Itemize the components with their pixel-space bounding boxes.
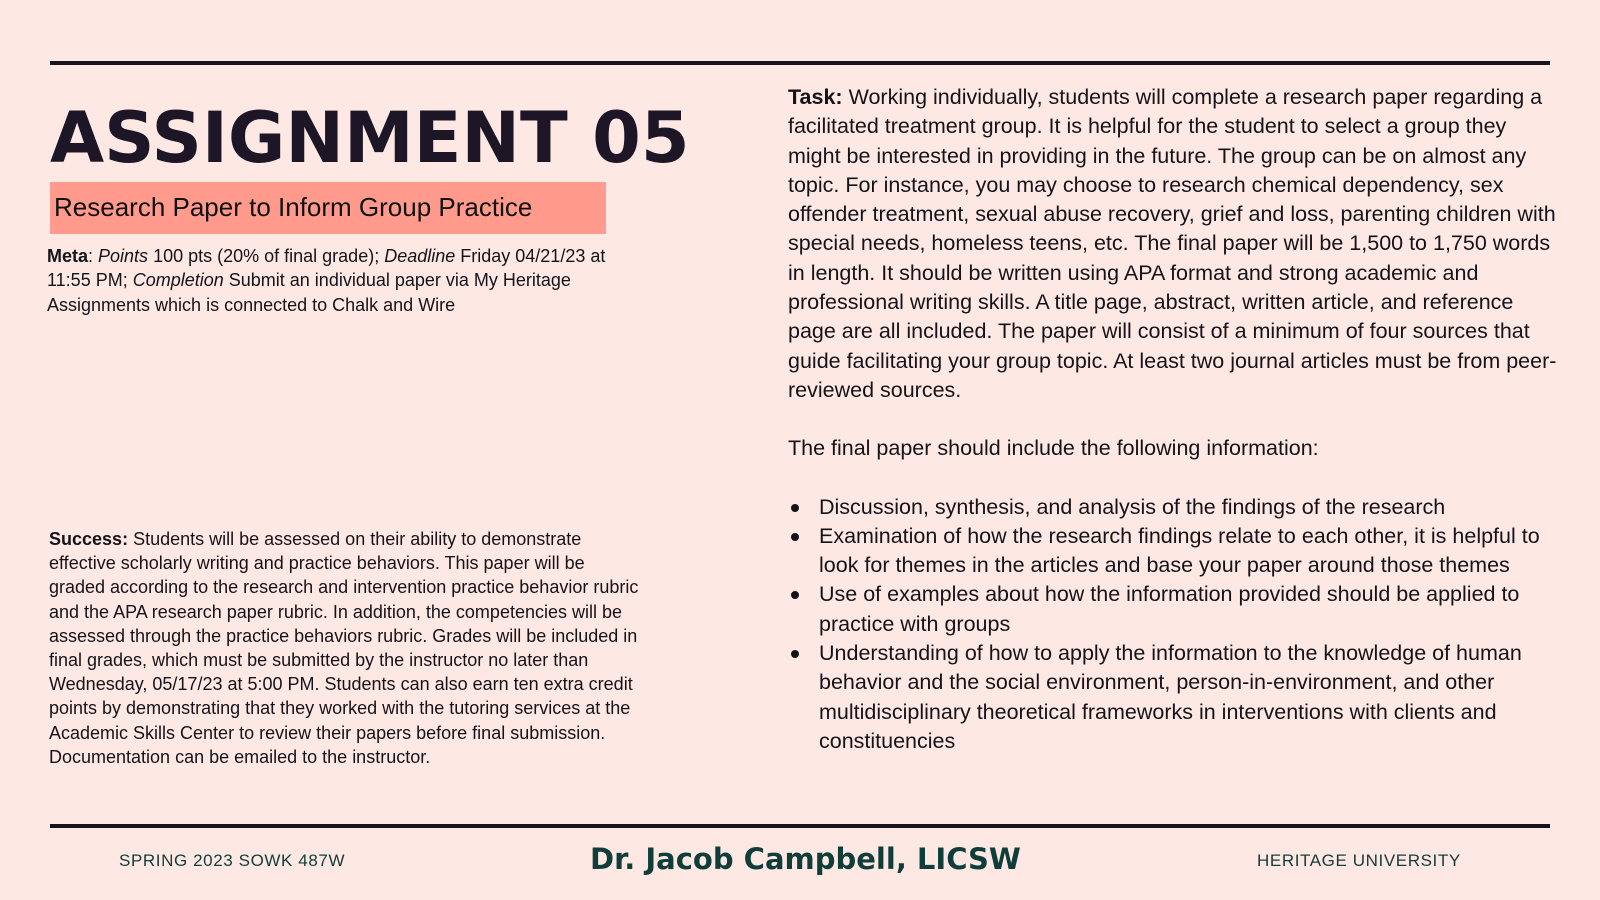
assignment-title: ASSIGNMENT 05	[50, 97, 690, 179]
deadline-value: Friday 04/21/23 at 11:55 PM;	[47, 246, 606, 291]
bullet-icon	[791, 591, 799, 599]
bottom-divider	[50, 824, 1550, 828]
bullet-icon	[791, 650, 799, 658]
list-item: Examination of how the research findings relate to each other, it is helpful to look for themes in the articles and base your paper around those themes	[788, 522, 1558, 581]
top-divider	[50, 61, 1550, 65]
institution-label: HERITAGE UNIVERSITY	[1257, 851, 1461, 870]
instructor-name: Dr. Jacob Campbell, LICSW	[590, 842, 1021, 876]
bullet-icon	[791, 533, 799, 541]
task-label: Task	[788, 85, 836, 109]
task-text: Working individually, students will complete a research paper regarding a facilitated treatment group. It is helpful for the student to select a group they might be interested in providing in the future. The group can be on almost any topic. For instance, you may choose to research chemical dependency, sex offender treatment, sexual abuse recovery, grief and loss, parenting children with special needs, homeless teens, etc. The final paper will be 1,500 to 1,750 words in length. It should be written using APA format and strong academic and professional writing skills. A title page, abstract, written article, and reference page are all included. The paper will consist of a minimum of four sources that guide facilitating your group topic. At least two journal articles must be from peer-reviewed sources.	[788, 85, 1557, 402]
deadline-label: Deadline	[384, 246, 456, 266]
completion-value: Submit an individual paper via My Heritage Assignments which is connected to Chalk and Wire	[47, 270, 571, 315]
list-item: Use of examples about how the information provided should be applied to practice with groups	[788, 580, 1558, 639]
bullet-icon	[791, 504, 799, 512]
list-item: Understanding of how to apply the information to the knowledge of human behavior and the social environment, person-in-environment, and other multidisciplinary theoretical frameworks in interventions with clients and constituencies	[788, 639, 1558, 756]
include-intro: The final paper should include the following information:	[788, 436, 1319, 461]
course-label: SPRING 2023 SOWK 487W	[119, 851, 346, 870]
points-label: Points	[98, 246, 149, 266]
success-block: Success: Students will be assessed on their ability to demonstrate effective scholarly writing and practice behaviors. This paper will be graded according to the research and intervention practice behavior rubric and the APA research paper rubric. In addition, the competencies will be assessed through the practice behaviors rubric. Grades will be included in final grades, which must be submitted by the instructor no later than Wednesday, 05/17/23 at 5:00 PM. Students can also earn ten extra credit points by demonstrating that they worked with the tutoring services at the Academic Skills Center to review their papers before final submission. Documentation can be emailed to the instructor.	[49, 529, 639, 767]
completion-label: Completion	[132, 270, 224, 291]
assignment-subtitle: Research Paper to Inform Group Practice	[50, 182, 606, 234]
list-item: Discussion, synthesis, and analysis of the findings of the research	[788, 493, 1558, 522]
meta-block: Meta: Points 100 pts (20% of final grade); Deadline Friday 04/21/23 at 11:55 PM; Completion Submit an individual paper via My Heritage Assignments which is connected to Chalk and Wire	[47, 246, 606, 315]
task-paragraph: Task: Working individually, students will complete a research paper regarding a facilitated treatment group. It is helpful for the student to select a group they might be interested in providing in the future. The group can be on almost any topic. For instance, you may choose to research chemical dependency, sex offender treatment, sexual abuse recovery, grief and loss, parenting children with special needs, homeless teens, etc. The final paper will be 1,500 to 1,750 words in length. It should be written using APA format and strong academic and professional writing skills. A title page, abstract, written article, and reference page are all included. The paper will consist of a minimum of four sources that guide facilitating your group topic. At least two journal articles must be from peer-reviewed sources.	[788, 85, 1557, 402]
meta-label: Meta	[47, 246, 89, 266]
points-value: 100 pts (20% of final grade);	[148, 246, 385, 266]
task-block	[788, 83, 1558, 756]
requirements-list	[788, 493, 1558, 757]
success-text: Students will be assessed on their ability to demonstrate effective scholarly writing and practice behaviors. This paper will be graded according to the research and intervention practice behavior rubric and the APA research paper rubric. In addition, the competencies will be assessed through the practice behaviors rubric. Grades will be included in final grades, which must be submitted by the instructor no later than Wednesday, 05/17/23 at 5:00 PM. Students can also earn ten extra credit points by demonstrating that they worked with the tutoring services at the Academic Skills Center to review their papers before final submission. Documentation can be emailed to the instructor.	[49, 529, 639, 767]
success-label: Success	[49, 529, 123, 549]
